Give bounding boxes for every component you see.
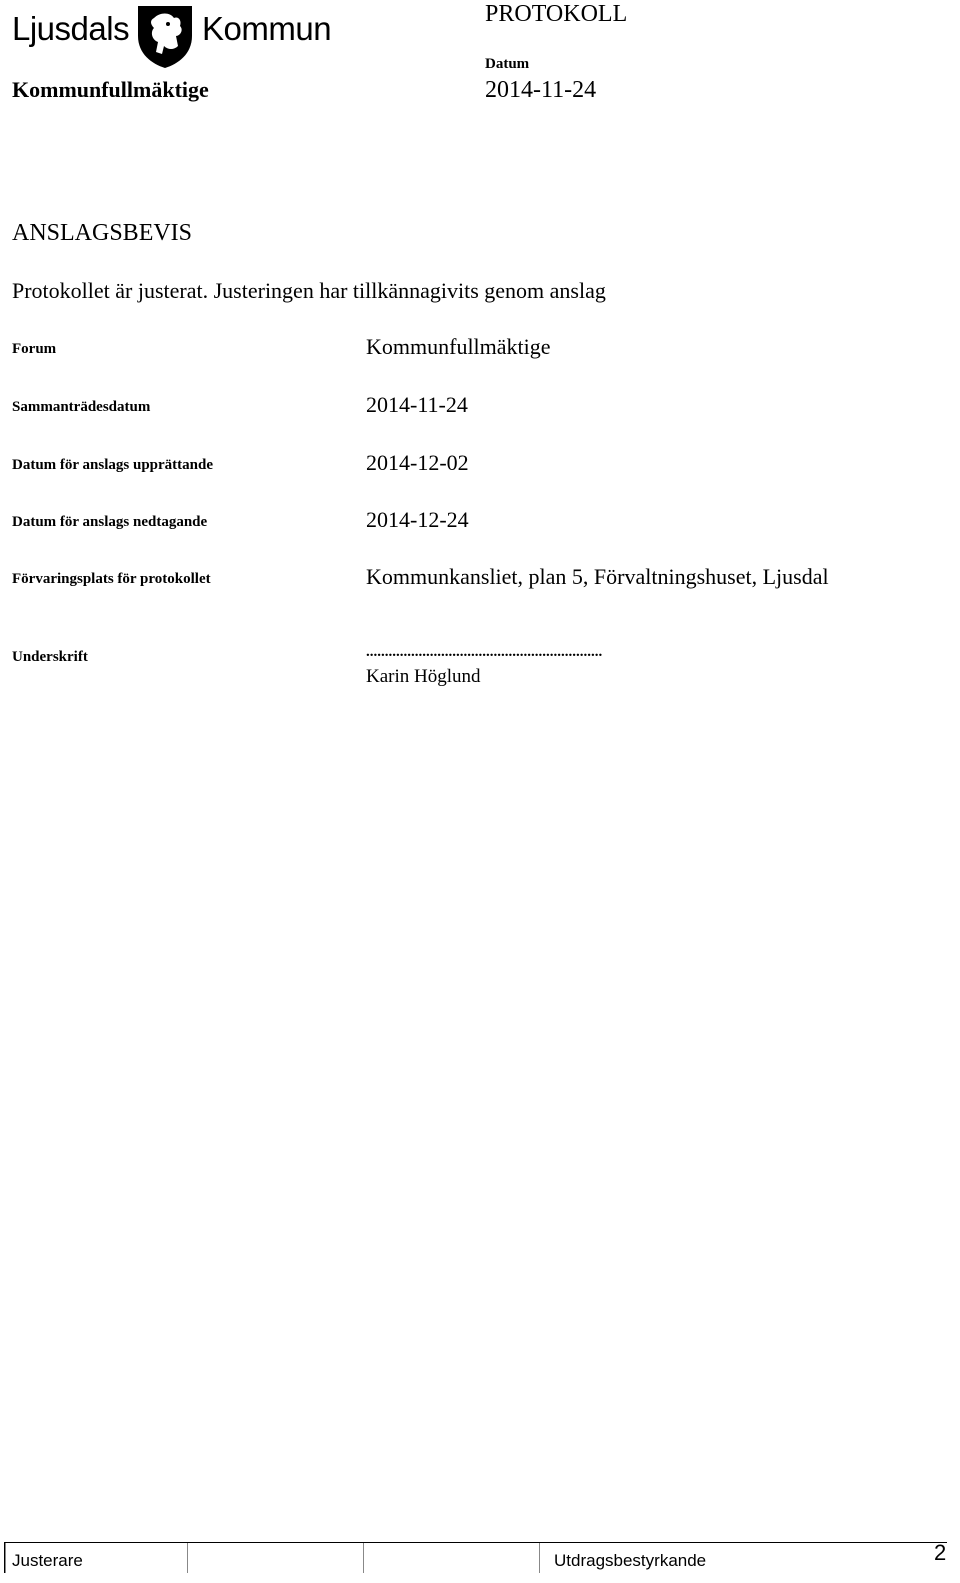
- footer-cell-utdrag: [539, 1543, 740, 1573]
- removal-date-value: 2014-12-24: [366, 507, 469, 532]
- storage-location-label: Förvaringsplats för protokollet: [12, 571, 211, 587]
- meeting-date-label: Sammanträdesdatum: [12, 399, 151, 415]
- date-label: Datum: [485, 56, 530, 72]
- signature-label: Underskrift: [12, 649, 88, 665]
- page-number: 2: [934, 1540, 947, 1565]
- footer-justerare: Justerare: [12, 1551, 83, 1570]
- logo-text-right: Kommun: [202, 10, 332, 47]
- removal-date-label: Datum för anslags nedtagande: [12, 514, 208, 530]
- forum-label: Forum: [12, 341, 57, 357]
- meeting-date-value: 2014-11-24: [366, 392, 468, 417]
- forum-value: Kommunfullmäktige: [366, 334, 551, 359]
- intro-text: Protokollet är justerat. Justeringen har tillkännagivits genom anslag: [12, 278, 606, 303]
- storage-location-value: Kommunkansliet, plan 5, Förvaltningshuset, Ljusdal: [366, 564, 829, 589]
- footer-cell-blank-1: [187, 1543, 364, 1573]
- footer-cell-blank-2: [363, 1543, 540, 1573]
- logo-text-left: Ljusdals: [12, 10, 130, 47]
- footer-table: [4, 1542, 947, 1573]
- forum-heading: Kommunfullmäktige: [12, 77, 209, 102]
- page-title: ANSLAGSBEVIS: [12, 220, 193, 246]
- posting-date-value: 2014-12-02: [366, 450, 469, 475]
- document-type: PROTOKOLL: [485, 1, 628, 27]
- footer-cell-justerare: [5, 1543, 188, 1573]
- signer-name: Karin Höglund: [366, 666, 481, 687]
- signature-line: ...............................................................: [366, 644, 603, 660]
- footer-utdragsbestyrkande: Utdragsbestyrkande: [554, 1551, 707, 1570]
- coat-of-arms-icon: [134, 2, 196, 70]
- posting-date-label: Datum för anslags upprättande: [12, 457, 213, 473]
- date-value: 2014-11-24: [485, 77, 597, 103]
